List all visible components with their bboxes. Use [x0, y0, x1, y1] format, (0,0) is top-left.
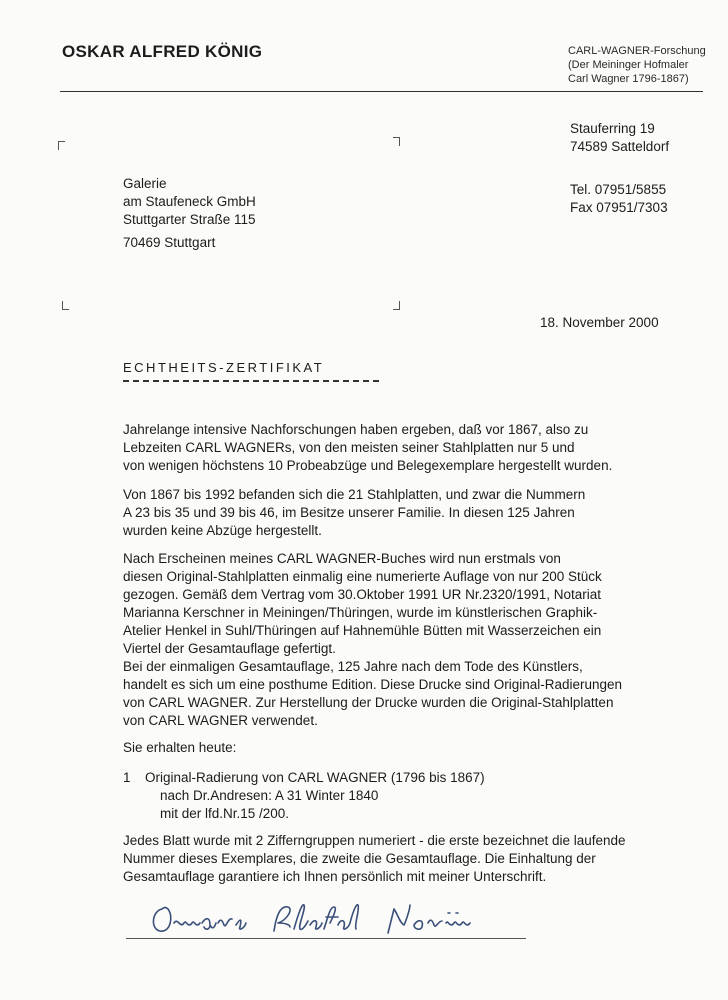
text-line: Nummer dieses Exemplares, die zweite die Gesamtauflage. Die Einhaltung der — [123, 851, 596, 866]
paragraph-posthumous — [123, 658, 622, 730]
paragraph-edition — [123, 550, 602, 658]
item-title: Original-Radierung von CARL WAGNER (1796 bis 1867) — [145, 770, 485, 785]
item-number: 1 — [123, 770, 131, 785]
letterhead-divider — [60, 91, 703, 92]
sender-address — [570, 120, 669, 156]
text-line: von CARL WAGNER verwendet. — [123, 713, 318, 728]
recipient-address — [123, 175, 256, 229]
text-line: Nach Erscheinen meines CARL WAGNER-Buches wird nun erstmals von — [123, 551, 561, 566]
paragraph-numbering — [123, 832, 626, 886]
text-line: gezogen. Gemäß dem Vertrag vom 30.Oktober 1991 UR Nr.2320/1991, Notariat — [123, 587, 602, 602]
handwritten-signature — [148, 895, 528, 941]
text-line: Bei der einmaligen Gesamtauflage, 125 Jahre nach dem Tode des Künstlers, — [123, 659, 583, 674]
text-line: Lebzeiten CARL WAGNERs, von den meisten seiner Stahlplatten nur 5 und — [123, 440, 575, 455]
sender-contact — [570, 181, 668, 217]
text-line: Viertel der Gesamtauflage gefertigt. — [123, 641, 336, 656]
text-line: A 23 bis 35 und 39 bis 46, im Besitze unserer Familie. In diesen 125 Jahren — [123, 505, 575, 520]
title-underline — [123, 380, 379, 382]
research-line: CARL-WAGNER-Forschung — [568, 45, 706, 57]
item-serial: mit der lfd.Nr.15 /200. — [160, 806, 290, 821]
recipient-line: Stuttgarter Straße 115 — [123, 212, 256, 227]
text-line: handelt es sich um eine posthume Edition. Diese Drucke sind Original-Radierungen — [123, 677, 623, 692]
paragraph-research — [123, 421, 612, 475]
text-line: von wenigen höchstens 10 Probeabzüge und Belegexemplare hergestellt wurden. — [123, 458, 613, 473]
research-line: (Der Meininger Hofmaler — [568, 59, 689, 71]
research-line: Carl Wagner 1796-1867) — [568, 73, 689, 85]
recipient-city: 70469 Stuttgart — [123, 235, 216, 250]
text-line: Jahrelange intensive Nachforschungen haben ergeben, daß vor 1867, also zu — [123, 422, 589, 437]
text-line: von CARL WAGNER. Zur Herstellung der Drucke wurden die Original-Stahlplatten — [123, 695, 614, 710]
recipient-line: Galerie — [123, 176, 167, 191]
text-line: wurden keine Abzüge hergestellt. — [123, 523, 322, 538]
text-line: Gesamtauflage garantiere ich Ihnen persönlich mit meiner Unterschrift. — [123, 869, 547, 884]
sender-tel: Tel. 07951/5855 — [570, 182, 667, 197]
recipient-line: am Staufeneck GmbH — [123, 194, 256, 209]
text-line: diesen Original-Stahlplatten einmalig eine numerierte Auflage von nur 200 Stück — [123, 569, 602, 584]
address-window-mark — [393, 137, 400, 146]
sender-city: 74589 Satteldorf — [570, 139, 670, 154]
text-line: Von 1867 bis 1992 befanden sich die 21 Stahlplatten, und zwar die Nummern — [123, 487, 586, 502]
text-line: Marianna Kerschner in Meiningen/Thüringen, wurde im künstlerischen Graphik- — [123, 605, 598, 620]
signature-line — [126, 938, 526, 939]
sender-name: OSKAR ALFRED KÖNIG — [62, 42, 263, 61]
research-note — [568, 44, 706, 86]
paragraph-receipt: Sie erhalten heute: — [123, 740, 237, 755]
address-window-mark — [393, 301, 400, 310]
text-line: Atelier Henkel in Suhl/Thüringen auf Hahnemühle Bütten mit Wasserzeichen ein — [123, 623, 602, 638]
enclosed-item — [123, 769, 485, 823]
signature-graphic — [148, 895, 528, 941]
certificate-title: ECHTHEITS-ZERTIFIKAT — [123, 360, 325, 375]
address-window-mark — [58, 141, 65, 150]
paragraph-history — [123, 486, 585, 540]
letter-date: 18. November 2000 — [540, 315, 659, 330]
item-detail: nach Dr.Andresen: A 31 Winter 1840 — [160, 788, 379, 803]
sender-street: Stauferring 19 — [570, 121, 655, 136]
text-line: Jedes Blatt wurde mit 2 Zifferngruppen numeriert - die erste bezeichnet die laufende — [123, 833, 626, 848]
address-window-mark — [62, 301, 69, 310]
sender-fax: Fax 07951/7303 — [570, 200, 668, 215]
